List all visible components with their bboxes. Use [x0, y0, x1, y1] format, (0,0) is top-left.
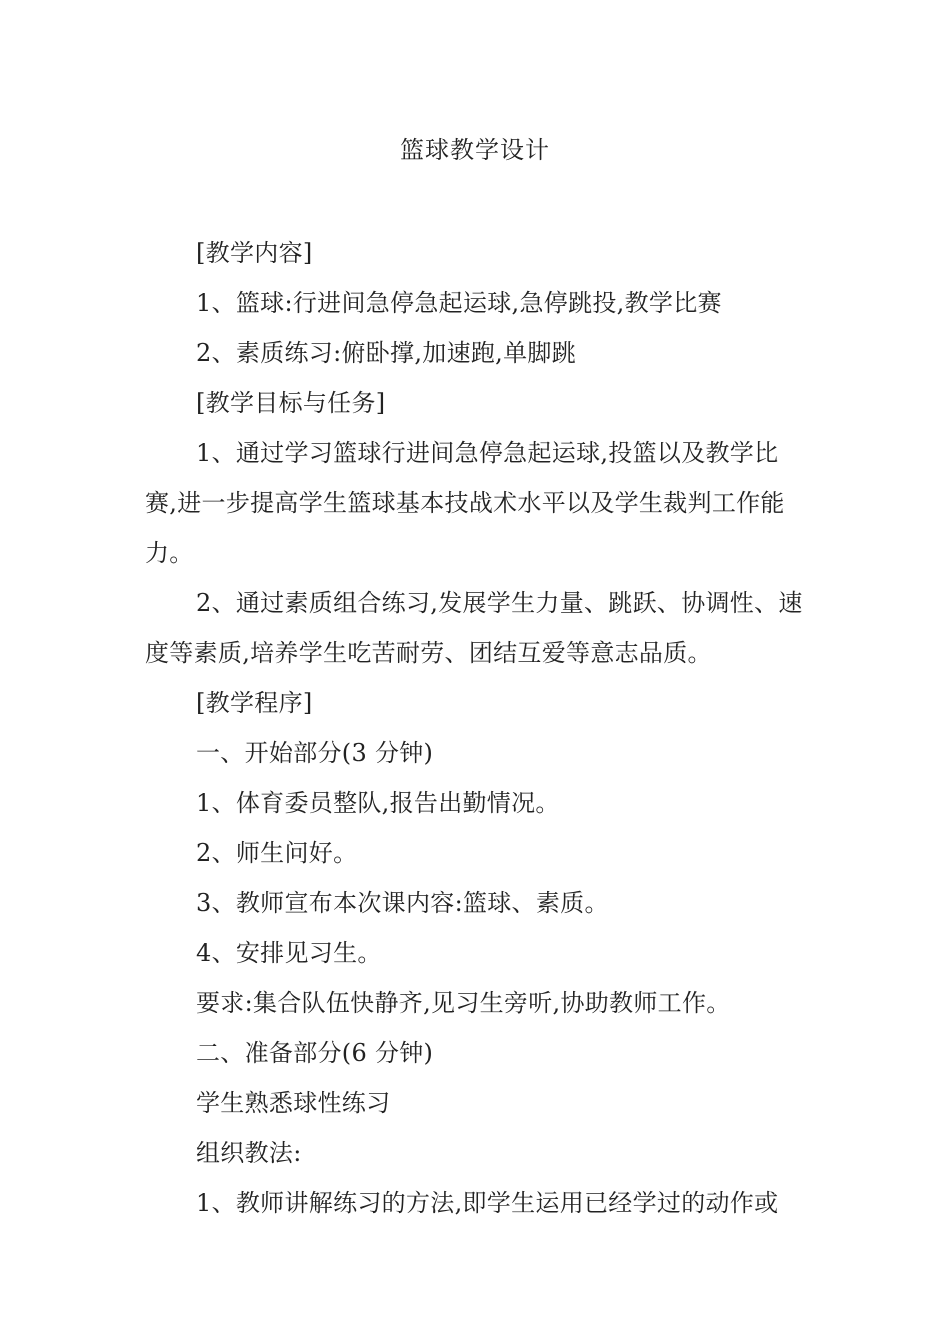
section-heading-goals: [教学目标与任务]: [196, 389, 386, 417]
document-title: 篮球教学设计: [400, 136, 550, 164]
goal-item-1: 1、通过学习篮球行进间急停急起运球,投篮以及教学比赛,进一步提高学生篮球基本技战术水平以及学生裁判工作能力。: [145, 439, 785, 567]
section-heading-procedure: [教学程序]: [196, 689, 313, 717]
procedure-step: 3、教师宣布本次课内容:篮球、素质。: [196, 889, 609, 917]
procedure-requirement: 要求:集合队伍快静齐,见习生旁听,协助教师工作。: [196, 989, 731, 1017]
procedure-part-2-heading: 二、准备部分(6 分钟): [196, 1039, 434, 1067]
section-heading-content: [教学内容]: [196, 239, 313, 267]
content-item-1: 1、篮球:行进间急停急起运球,急停跳投,教学比赛: [196, 289, 722, 317]
procedure-part-1-heading: 一、开始部分(3 分钟): [196, 739, 434, 767]
method-item-1: 1、教师讲解练习的方法,即学生运用已经学过的动作或: [196, 1189, 779, 1217]
document-body: [145, 228, 810, 1228]
procedure-step: 1、体育委员整队,报告出勤情况。: [196, 789, 560, 817]
procedure-step: 4、安排见习生。: [196, 939, 382, 967]
organization-method-label: 组织教法:: [196, 1139, 302, 1167]
procedure-step: 2、师生问好。: [196, 839, 358, 867]
procedure-activity: 学生熟悉球性练习: [196, 1089, 391, 1117]
goal-item-2: 2、通过素质组合练习,发展学生力量、跳跃、协调性、速度等素质,培养学生吃苦耐劳、团结互爱等意志品质。: [145, 589, 803, 667]
content-item-2: 2、素质练习:俯卧撑,加速跑,单脚跳: [196, 339, 577, 367]
